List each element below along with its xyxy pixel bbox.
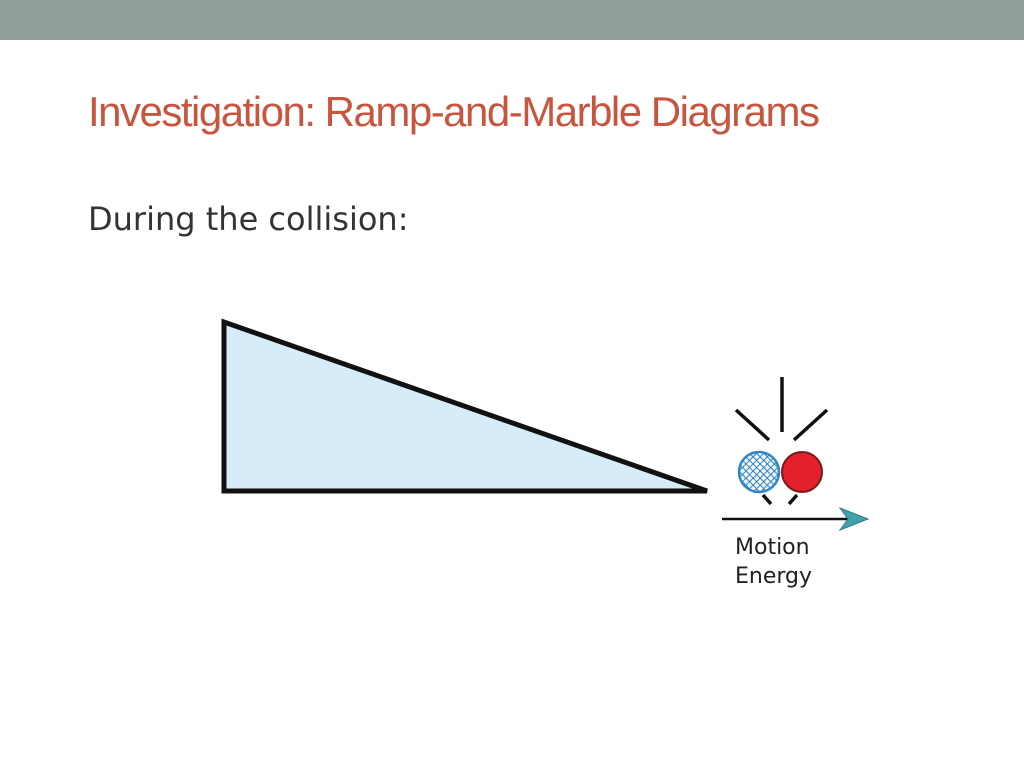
motion-energy-arrow bbox=[722, 508, 868, 530]
red-marble bbox=[782, 452, 822, 492]
motion-energy-label bbox=[735, 533, 812, 591]
energy-label-line2: Energy bbox=[735, 564, 813, 589]
ramp-marble-diagram bbox=[0, 300, 1024, 620]
slide-title: Investigation: Ramp-and-Marble Diagrams bbox=[88, 88, 819, 135]
ramp bbox=[224, 322, 707, 491]
body-text: During the collision: bbox=[88, 200, 409, 238]
energy-label-line1: Motion bbox=[735, 535, 810, 560]
blue-marble bbox=[739, 452, 779, 492]
header-bar bbox=[0, 0, 1024, 40]
